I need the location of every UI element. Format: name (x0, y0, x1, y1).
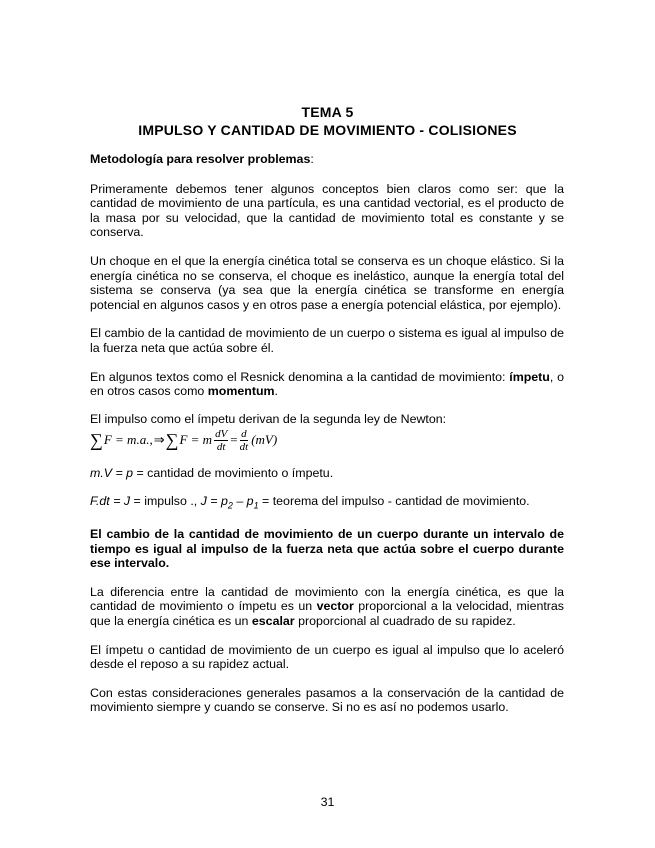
sigma-symbol-2: ∑ (165, 430, 179, 451)
fraction-dv-den: dt (216, 440, 226, 453)
formula-equals: = (230, 432, 238, 448)
sigma-symbol: ∑ (90, 430, 103, 451)
fraction-d-num: d (241, 427, 247, 440)
implies-arrow: ⇒ (153, 432, 165, 448)
mv-expression: m.V = p (90, 466, 134, 481)
paragraph-2: Un choque en el que la energía cinética total se conserva es un choque elástico. Si la energía cinética no se conserva, el choque es inelástico, aunque la energía total del sistema se conserva (ya sea que la energía cinética se transforme en energía potencial en algunos casos y en otros pase a energía potencial elástica, por ejemplo). (90, 253, 564, 312)
formula-lhs-1: F = m.a., (103, 432, 153, 448)
formula-rhs: (mV) (251, 432, 278, 448)
paragraph-5: El impulso como el ímpetu derivan de la segunda ley de Newton: (90, 411, 447, 426)
impulse-text-a: = impulso ., (130, 493, 201, 508)
paragraph-4-text-a: En algunos textos como el Resnick denomina a la cantidad de movimiento: (90, 369, 510, 384)
impulse-theorem-line (90, 494, 564, 513)
term-impetu: ímpetu (509, 369, 550, 384)
method-heading: Metodología para resolver problemas (90, 152, 311, 166)
paragraph-1: Primeramente debemos tener algunos conceptos bien claros como ser: que la cantidad de movimiento de una partícula, es una cantidad vectorial, es el producto de la masa por su velocidad, que la cantidad de movimiento total es constante y se conserva. (90, 181, 564, 240)
paragraph-4-text-b: , o en otros casos como (90, 369, 564, 399)
paragraph-7-text-c: proporcional al cuadrado de su rapidez. (294, 613, 516, 628)
paragraph-6-bold: El cambio de la cantidad de movimiento de un cuerpo durante un intervalo de tiempo es igual al impulso de la fuerza neta que actúa sobre el cuerpo durante ese intervalo. (90, 526, 564, 571)
impulse-expression-b: J = p (200, 493, 228, 508)
mv-text: = cantidad de movimiento o ímpetu. (133, 466, 334, 481)
impulse-minus-p: – p (232, 493, 254, 508)
method-heading-line (90, 152, 564, 167)
paragraph-4-end: . (274, 384, 278, 399)
subscript-1: 1 (253, 500, 259, 511)
page-number: 31 (320, 795, 335, 809)
paragraph-3: El cambio de la cantidad de movimiento de un cuerpo o sistema es igual al impulso de la fuerza neta que actúa sobre él. (90, 326, 564, 355)
subscript-2: 2 (227, 500, 233, 511)
document-body (90, 152, 564, 715)
term-vector: vector (316, 599, 354, 614)
impulse-text-b: = teorema del impulso - cantidad de movimiento. (258, 493, 530, 508)
paragraph-7 (90, 585, 564, 629)
fraction-dv-dt (214, 428, 228, 453)
paragraph-4 (90, 370, 564, 399)
chapter-subtitle: IMPULSO Y CANTIDAD DE MOVIMIENTO - COLISIONES (138, 122, 517, 138)
momentum-definition-line (90, 466, 564, 481)
newton-formula (90, 426, 564, 454)
paragraph-7-text-b: proporcional a la velocidad, mientras que la energía cinética es un (90, 599, 565, 628)
paragraph-7-text-a: La diferencia entre la cantidad de movimiento con la energía cinética, es que la cantidad de movimiento o ímpetu es un (90, 584, 564, 614)
term-escalar: escalar (251, 613, 295, 628)
method-heading-colon: : (310, 152, 314, 166)
formula-lhs-2: F = m (179, 432, 213, 448)
fraction-d-dt (240, 428, 249, 453)
chapter-title: TEMA 5 (301, 104, 354, 120)
paragraph-8: El ímpetu o cantidad de movimiento de un cuerpo es igual al impulso que lo aceleró desde el reposo a su rapidez actual. (90, 642, 564, 672)
fraction-d-den: dt (239, 440, 249, 453)
term-momentum: momentum (207, 384, 275, 399)
paragraph-9: Con estas consideraciones generales pasamos a la conservación de la cantidad de movimiento siempre y cuando se conserve. Si no es así no podemos usarlo. (90, 685, 564, 715)
impulse-expression-a: F.dt = J (90, 493, 131, 508)
fraction-dv-num: dV (215, 427, 228, 440)
